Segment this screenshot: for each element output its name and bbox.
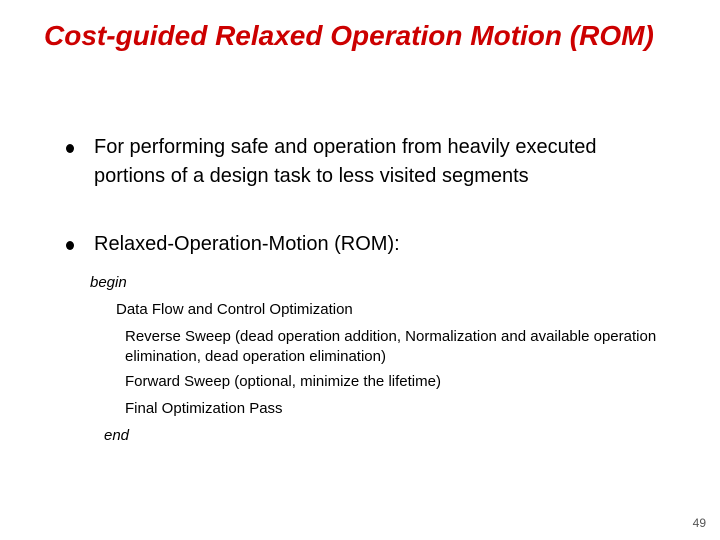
bullet-text: For performing safe and operation from heavily executed portions of a design task to less visited segments bbox=[94, 136, 597, 187]
algorithm-end-keyword: end bbox=[104, 427, 130, 444]
slide-title: Cost-guided Relaxed Operation Motion (ROM) bbox=[44, 20, 654, 51]
algorithm-begin-keyword: begin bbox=[90, 274, 127, 291]
bullet-dot-icon bbox=[66, 241, 74, 250]
bullet-dot-icon bbox=[66, 144, 74, 153]
bullet-item bbox=[66, 133, 636, 191]
bullet-text: Relaxed-Operation-Motion (ROM): bbox=[94, 233, 400, 255]
algorithm-step-forward-sweep: Forward Sweep (optional, minimize the lifetime) bbox=[125, 373, 441, 390]
algorithm-step-final-pass: Final Optimization Pass bbox=[125, 400, 283, 417]
algorithm-step-data-flow: Data Flow and Control Optimization bbox=[116, 301, 353, 318]
algorithm-step-reverse-sweep: Reverse Sweep (dead operation addition, Normalization and available operation elimination, dead operation elimination) bbox=[125, 328, 657, 365]
page-number: 49 bbox=[692, 516, 706, 530]
bullet-item bbox=[66, 230, 636, 259]
